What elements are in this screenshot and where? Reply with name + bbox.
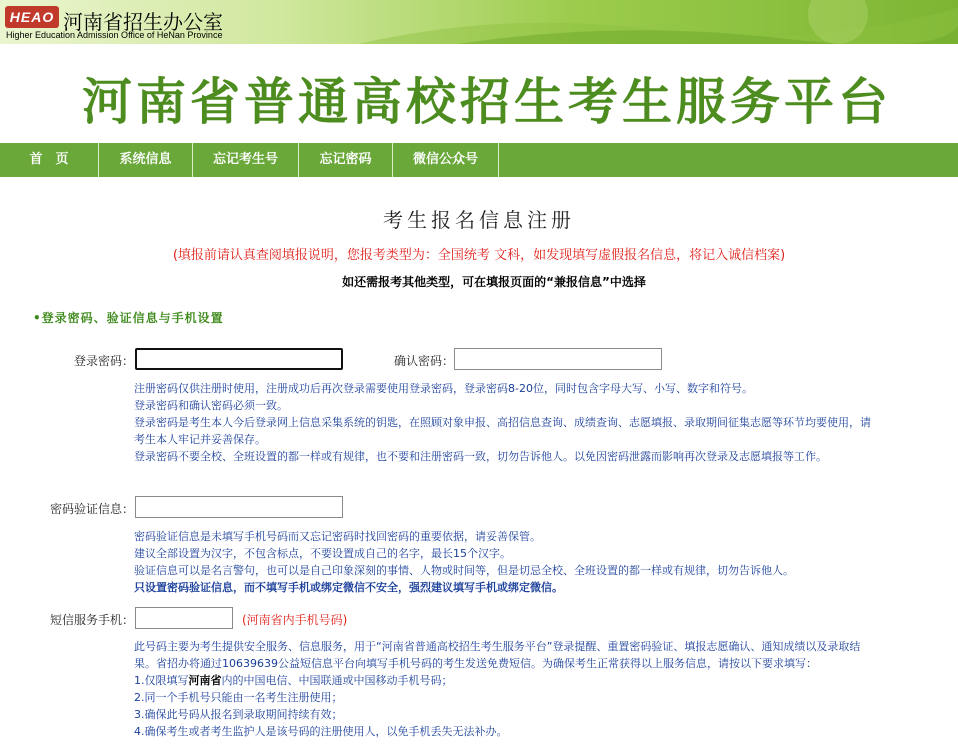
sms-requirement-3: 3.确保此号码从报名到录取期间持续有效； [134,708,343,721]
verify-help-line: 密码验证信息是未填写手机号码而又忘记密码时找回密码的重要依据，请妥善保管。 [134,530,541,543]
nav-wechat-account[interactable]: 微信公众号 [393,143,499,177]
sms-phone-label: 短信服务手机： [49,613,134,627]
password-help-line: 考生本人牢记并妥善保存。 [134,433,266,446]
header-decoration [358,0,958,44]
password-help-line: 注册密码仅供注册时使用，注册成功后再次登录需要使用登录密码，登录密码8-20位，同时包含字母大写、小写、数字和符号。 [134,382,753,395]
password-input[interactable] [135,348,343,370]
confirm-password-label: 确认密码： [393,354,454,368]
sms-req-1-pre: 1.仅限填写 [134,674,189,687]
office-name-en: Higher Education Admission Office of HeNan Province [6,30,223,40]
heao-logo: HEAO [5,6,59,28]
sms-help-line: 果。省招办将通过10639639公益短信息平台向填写手机号码的考生发送免费短信。为确保考生正常获得以上服务信息，请按以下要求填写： [134,657,817,670]
nav-forgot-password[interactable]: 忘记密码 [299,143,393,177]
verify-info-input[interactable] [135,496,343,518]
nav-system-info[interactable]: 系统信息 [99,143,193,177]
verify-strong-advice: 只设置密码验证信息，而不填写手机或绑定微信不安全，强烈建议填写手机或绑定微信。 [134,581,563,594]
password-label: 登录密码： [73,354,134,368]
verify-info-label: 密码验证信息： [49,502,134,516]
sms-req-1-province: 河南省 [188,674,222,687]
nav-home[interactable]: 首 页 [0,143,99,177]
sms-requirement-4: 4.确保考生或者考生监护人是该号码的注册使用人，以免手机丢失无法补办。 [134,725,508,738]
sms-phone-input[interactable] [135,607,233,629]
office-name: 河南省招生办公室 [63,10,223,34]
header-band [0,0,958,44]
password-help-line: 登录密码是考生本人今后登录网上信息采集系统的钥匙，在照顾对象申报、高招信息查询、成绩查询、志愿填报、录取期间征集志愿等环节均要使用，请 [134,416,871,429]
platform-title: 河南省普通高校招生考生服务平台 [82,73,892,131]
password-help-line: 登录密码和确认密码必须一致。 [134,399,288,412]
password-help [134,380,944,465]
page-title: 考生报名信息注册 [383,208,575,232]
password-help-line: 登录密码不要全校、全班设置的都一样或有规律，也不要和注册密码一致，切勿告诉他人。以免因密码泄露而影响再次登录及志愿填报等工作。 [134,450,827,463]
confirm-password-input[interactable] [454,348,662,370]
sms-req-1-post: 内的中国电信、中国联通或中国移动手机号码； [221,674,453,687]
sms-help [134,638,946,740]
other-type-note: 如还需报考其他类型，可在填报页面的“兼报信息”中选择 [342,275,646,289]
fill-warning: (填报前请认真查阅填报说明，您报考类型为：全国统考 文科，如发现填写虚假报名信息，将记入诚信档案) [172,248,786,263]
section-title: •登录密码、验证信息与手机设置 [33,311,224,325]
sms-help-line: 此号码主要为考生提供安全服务、信息服务，用于“河南省普通高校招生考生服务平台”登录提醒、重置密码验证、填报志愿确认、通知成绩以及录取结 [134,640,861,653]
verify-help-line: 建议全部设置为汉字，不包含标点，不要设置成自己的名字，最长15个汉字。 [134,547,511,560]
verify-help [134,528,944,596]
nav-bar [0,143,958,177]
verify-help-line: 验证信息可以是名言警句，也可以是自己印象深刻的事情、人物或时间等，但是切忌全校、全班设置的都一样或有规律，切勿告诉他人。 [134,564,794,577]
sms-requirement-2: 2.同一个手机号只能由一名考生注册使用； [134,691,343,704]
nav-forgot-exam-number[interactable]: 忘记考生号 [193,143,299,177]
sms-phone-hint: (河南省内手机号码) [242,613,348,627]
sms-requirement-1 [134,672,946,689]
